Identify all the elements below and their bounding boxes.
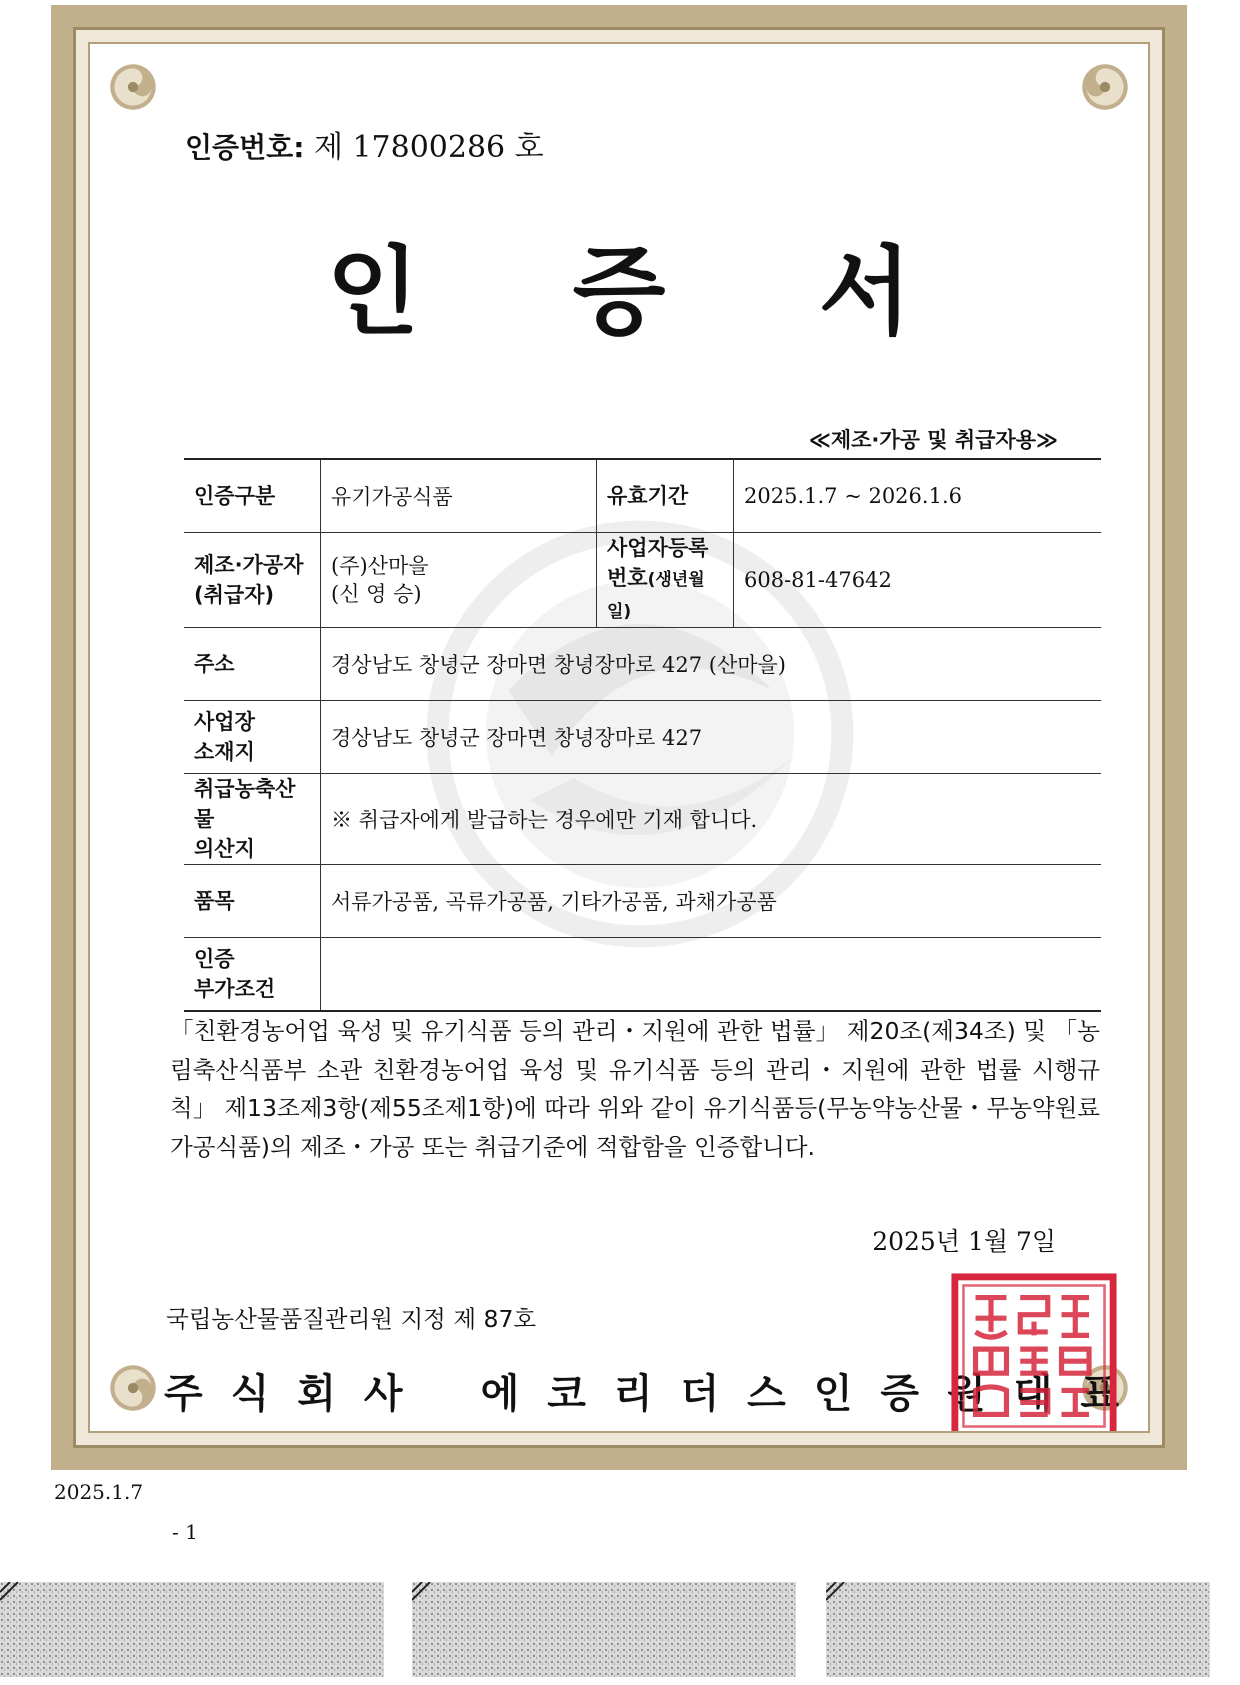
table-row <box>184 459 1101 533</box>
address-label: 주소 <box>194 652 235 676</box>
condition-label-line1: 인증 <box>194 947 235 971</box>
table-row <box>184 701 1101 774</box>
maker-label-line2: (취급자) <box>194 583 275 607</box>
condition-value <box>321 938 1102 1012</box>
site-label-line2: 소재지 <box>194 740 255 764</box>
maker-label-line1: 제조·가공자 <box>194 553 304 577</box>
bizno-label-line2b: (생년월일) <box>607 570 705 622</box>
site-value: 경상남도 창녕군 장마면 창녕장마로 427 <box>321 701 1102 774</box>
table-row <box>184 865 1101 938</box>
table-row <box>184 628 1101 701</box>
frame-inner-border <box>73 27 1165 1448</box>
bizno-label-line2a: 번호 <box>607 566 648 590</box>
origin-label-line2: 의산지 <box>194 837 255 861</box>
origin-label-line1: 취급농축산물 <box>194 777 296 831</box>
organization-title: 대표 <box>1013 1371 1147 1417</box>
validity-value: 2025.1.7 ~ 2026.1.6 <box>734 459 1102 533</box>
items-value: 서류가공품, 곡류가공품, 기타가공품, 과채가공품 <box>321 865 1102 938</box>
scanned-noise-strip <box>826 1582 1210 1677</box>
bizno-value: 608-81-47642 <box>734 533 1102 628</box>
condition-label-line2: 부가조건 <box>194 977 276 1001</box>
usage-note: ≪제조·가공 및 취급자용≫ <box>808 428 1058 452</box>
certification-statement: 「친환경농어업 육성 및 유기식품 등의 관리・지원에 관한 법률」 제20조(제34조) 및 「농림축산식품부 소관 친환경농어업 육성 및 유기식품 등의 관리・지원에 관한 법률 시행규칙」 제13조제3항(제55조제1항)에 따라 위와 같이 유기식품등(무농약농산물・무농약원료가공식품)의 제조・가공 또는 취급기준에 적합함을 인증합니다. <box>170 1017 1100 1161</box>
category-label: 인증구분 <box>194 484 276 508</box>
bizno-label-line1: 사업자등록 <box>607 536 709 560</box>
certificate-number-label: 인증번호: <box>185 131 305 164</box>
address-value: 경상남도 창녕군 장마면 창녕장마로 427 (산마을) <box>321 628 1102 701</box>
maker-value-company: (주)산마을 <box>331 554 429 578</box>
footer-page-number: - 1 <box>172 1520 198 1544</box>
official-seal-icon <box>948 1270 1120 1433</box>
certificate-number <box>185 122 544 166</box>
origin-value: ※ 취급자에게 발급하는 경우에만 기재 합니다. <box>321 774 1102 865</box>
validity-label: 유효기간 <box>607 484 689 508</box>
designation-text: 국립농산물품질관리원 지정 제 87호 <box>166 1305 537 1333</box>
maker-value-representative: (신 영 승) <box>331 582 422 606</box>
items-label: 품목 <box>194 889 235 913</box>
table-row <box>184 774 1101 865</box>
certificate-frame <box>51 5 1187 1470</box>
corner-ornament-icon <box>102 56 164 118</box>
table-row <box>184 938 1101 1012</box>
corner-ornament-icon <box>102 1357 164 1419</box>
scanned-noise-strip <box>0 1582 384 1677</box>
scanned-noise-strip <box>412 1582 796 1677</box>
organization-name: 에코리더스인증원 <box>480 1371 1014 1417</box>
certificate-paper <box>88 42 1150 1433</box>
site-label-line1: 사업장 <box>194 710 255 734</box>
category-value: 유기가공식품 <box>321 459 597 533</box>
issue-date: 2025년 1월 7일 <box>872 1227 1056 1256</box>
certificate-number-value: 제 17800286 호 <box>313 130 544 165</box>
certification-table <box>184 458 1101 1012</box>
footer-date: 2025.1.7 <box>54 1480 144 1504</box>
page-title: 인 증 서 <box>326 236 972 348</box>
organization-type: 주식회사 <box>164 1371 431 1417</box>
corner-ornament-icon <box>1074 56 1136 118</box>
table-row <box>184 533 1101 628</box>
